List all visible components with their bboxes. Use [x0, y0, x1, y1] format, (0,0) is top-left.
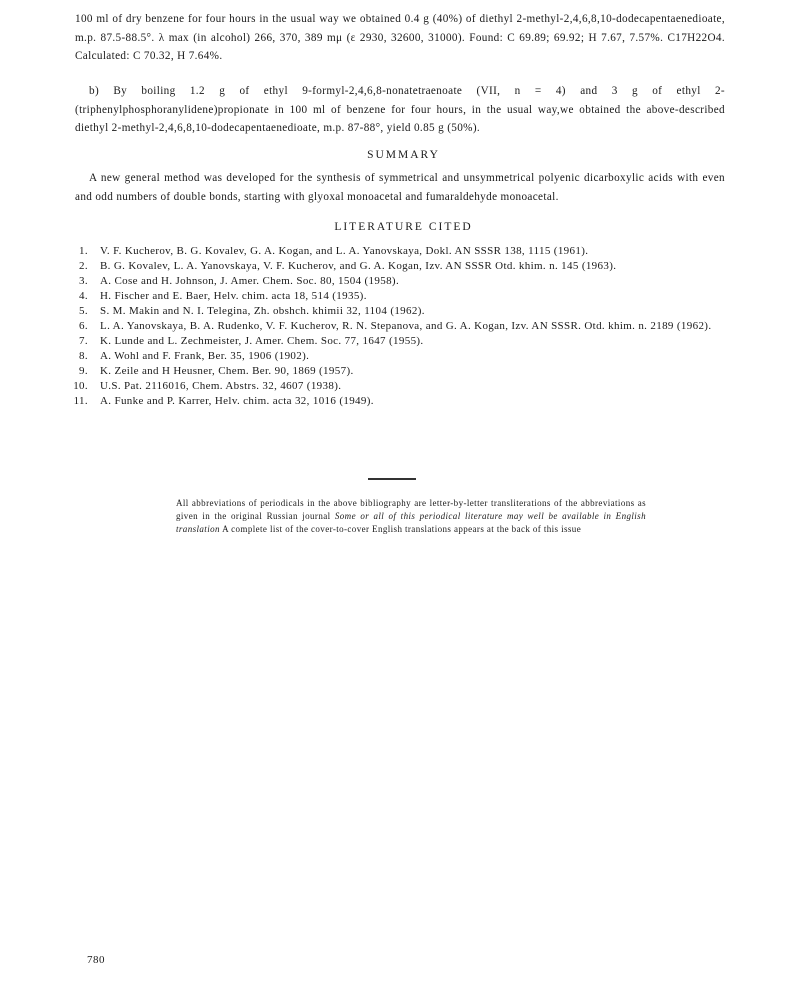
- reference-list: [70, 244, 730, 409]
- footnote: [176, 497, 646, 536]
- reference-text: U.S. Pat. 2116016, Chem. Abstrs. 32, 4607 (1938).: [100, 380, 342, 392]
- reference-number: 6.: [79, 320, 88, 332]
- reference-item: [70, 364, 730, 379]
- paragraph-method-b: b) By boiling 1.2 g of ethyl 9-formyl-2,4,6,8-nonatetraenoate (VII, n = 4) and 3 g of ethyl 2-(triphenylphosphoranylidene)propionate in 100 ml of benzene for four hours, in the usual way,we obtained the above-described diethyl 2-methyl-2,4,6,8,10-dodecapentaenedioate, m.p. 87-88°, yield 0.85 g (50%).: [75, 85, 725, 134]
- reference-text: S. M. Makin and N. I. Telegina, Zh. obshch. khimii 32, 1104 (1962).: [100, 305, 425, 317]
- reference-number: 4.: [79, 290, 88, 302]
- paragraph-continued: 100 ml of dry benzene for four hours in the usual way we obtained 0.4 g (40%) of diethyl 2-methyl-2,4,6,8,10-dodecapentaenedioate, m.p. 87.5-88.5°. λ max (in alcohol) 266, 370, 389 mμ (ε 2930, 32600, 31000). Found: C 69.89; 69.92; H 7.67, 7.57%. C17H22O4. Calculated: C 70.32, H 7.64%.: [75, 13, 725, 62]
- reference-text: B. G. Kovalev, L. A. Yanovskaya, V. F. Kucherov, and G. A. Kogan, Izv. AN SSSR Otd. khim. n. 145 (1963).: [100, 260, 617, 272]
- reference-number: 9.: [79, 365, 88, 377]
- reference-item: [70, 379, 730, 394]
- reference-item: [70, 259, 730, 274]
- page-number: 780: [87, 954, 105, 966]
- reference-number: 5.: [79, 305, 88, 317]
- reference-text: A. Cose and H. Johnson, J. Amer. Chem. Soc. 80, 1504 (1958).: [100, 275, 400, 287]
- reference-text: V. F. Kucherov, B. G. Kovalev, G. A. Kogan, and L. A. Yanovskaya, Dokl. AN SSSR 138, 1115 (1961).: [100, 245, 589, 257]
- reference-text: K. Zeile and H Heusner, Chem. Ber. 90, 1869 (1957).: [100, 365, 354, 377]
- reference-item: [70, 349, 730, 364]
- summary-text: A new general method was developed for the synthesis of symmetrical and unsymmetrical polyenic dicarboxylic acids with even and odd numbers of double bonds, starting with glyoxal monoacetal and fumaraldehyde monoacetal.: [75, 172, 725, 203]
- footnote-text-end: A complete list of the cover-to-cover English translations appears at the back of this issue: [219, 524, 582, 534]
- reference-item: [70, 319, 730, 334]
- reference-number: 2.: [79, 260, 88, 272]
- reference-number: 11.: [73, 395, 88, 407]
- reference-text: L. A. Yanovskaya, B. A. Rudenko, V. F. Kucherov, R. N. Stepanova, and G. A. Kogan, Izv. AN SSSR. Otd. khim. n. 2189 (1962).: [100, 320, 712, 332]
- reference-item: [70, 244, 730, 259]
- reference-text: H. Fischer and E. Baer, Helv. chim. acta 18, 514 (1935).: [100, 290, 367, 302]
- reference-item: [70, 289, 730, 304]
- reference-number: 7.: [79, 335, 88, 347]
- reference-item: [70, 304, 730, 319]
- section-divider: [368, 478, 416, 480]
- footnote-italic-text: Some or all of this periodical literature may well be available in English translation: [176, 511, 646, 534]
- reference-number: 3.: [79, 275, 88, 287]
- reference-number: 1.: [79, 245, 88, 257]
- reference-text: A. Funke and P. Karrer, Helv. chim. acta 32, 1016 (1949).: [100, 395, 374, 407]
- reference-number: 8.: [79, 350, 88, 362]
- literature-heading: LITERATURE CITED: [334, 221, 473, 233]
- reference-item: [70, 274, 730, 289]
- reference-text: K. Lunde and L. Zechmeister, J. Amer. Chem. Soc. 77, 1647 (1955).: [100, 335, 424, 347]
- footnote-text: All abbreviations of periodicals in the above bibliography are letter-by-letter transliterations of the abbreviations as given in the original Russian journal: [176, 498, 646, 521]
- reference-item: [70, 394, 730, 409]
- reference-item: [70, 334, 730, 349]
- summary-heading: SUMMARY: [367, 149, 440, 161]
- reference-number: 10.: [73, 380, 88, 392]
- reference-text: A. Wohl and F. Frank, Ber. 35, 1906 (1902).: [100, 350, 310, 362]
